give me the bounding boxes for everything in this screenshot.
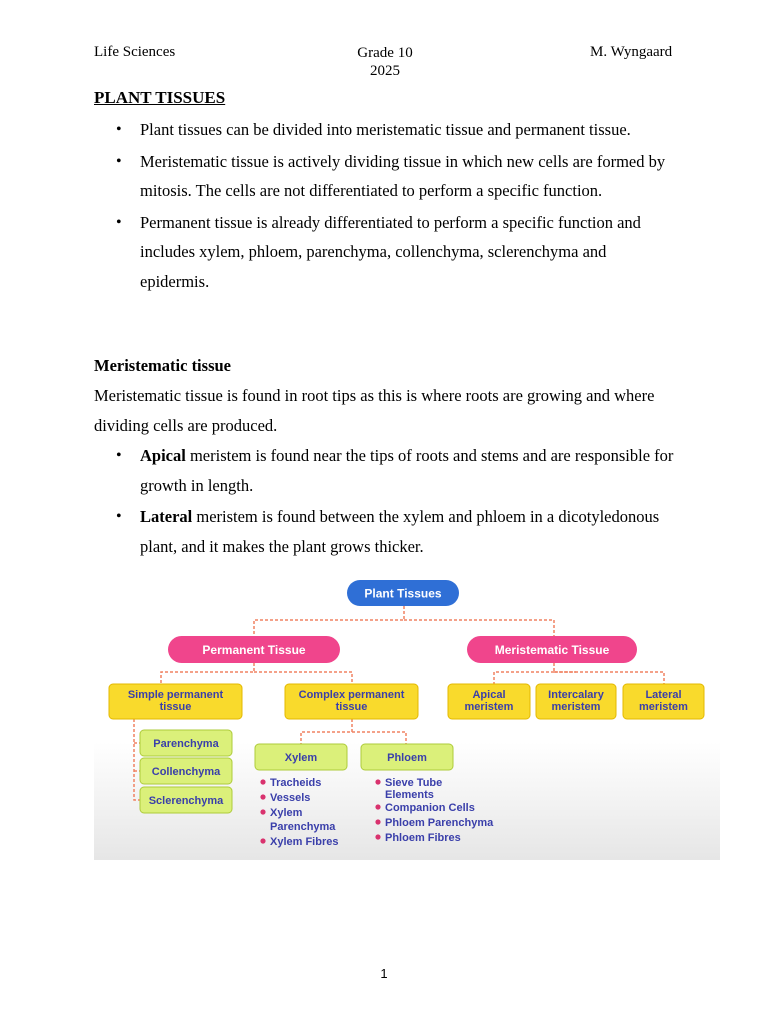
xylem-item: Vessels <box>270 792 311 804</box>
xylem-item: Xylem Fibres <box>270 836 339 848</box>
intercalary-meristem-label: meristem <box>551 701 601 713</box>
meristem-bullet <box>94 502 674 561</box>
header-grade-year <box>340 44 430 80</box>
intro-bullet: • Permanent tissue is already differentiated to perform a specific function and includes xylem, phloem, parenchyma, collenchyma, sclerenchyma and epidermis. <box>94 208 674 297</box>
section-heading: Meristematic tissue <box>94 356 231 375</box>
meristem-desc: meristem is found near the tips of roots and stems and are responsible for growth in length. <box>140 446 674 495</box>
parenchyma-label: Parenchyma <box>153 738 219 750</box>
intercalary-meristem-label: Intercalary <box>548 689 604 701</box>
collenchyma-label: Collenchyma <box>151 766 221 778</box>
plant-tissues-diagram <box>94 566 720 860</box>
bullet-dot <box>375 834 380 839</box>
permanent-tissue-label: Permanent Tissue <box>202 643 306 657</box>
phloem-label: Phloem <box>387 752 427 764</box>
lateral-meristem-label: Lateral <box>645 689 682 701</box>
apical-meristem-label: Apical <box>472 689 506 701</box>
meristem-bullet-list <box>94 441 674 563</box>
phloem-item: Elements <box>385 789 434 801</box>
meristematic-tissue-label: Meristematic Tissue <box>494 643 610 657</box>
bullet-dot <box>260 838 265 843</box>
header-grade: Grade 10 <box>357 45 413 61</box>
page-number: 1 <box>380 966 388 981</box>
bullet-dot <box>375 779 380 784</box>
meristem-desc: meristem is found between the xylem and phloem in a dicotyledonous plant, and it makes the plant grows thicker. <box>140 507 660 556</box>
header-subject: Life Sciences <box>94 44 176 60</box>
plant-tissues-label: Plant Tissues <box>364 586 442 601</box>
phloem-item: Phloem Parenchyma <box>385 817 494 829</box>
bullet-dot <box>260 809 265 814</box>
xylem-item: Parenchyma <box>270 821 336 833</box>
xylem-item: Tracheids <box>270 777 322 789</box>
intro-bullet: • Plant tissues can be divided into meristematic tissue and permanent tissue. <box>94 115 674 145</box>
intro-bullet: • Meristematic tissue is actively dividing tissue in which new cells are formed by mitosis. The cells are not differentiated to perform a specific function. <box>94 147 674 206</box>
phloem-item: Phloem Fibres <box>385 832 461 844</box>
apical-meristem-label: meristem <box>464 701 514 713</box>
phloem-item: Companion Cells <box>385 802 475 814</box>
lateral-meristem-label: meristem <box>639 701 688 713</box>
simple-permanent-label: tissue <box>159 701 192 713</box>
bullet-dot <box>375 804 380 809</box>
header-author: M. Wyngaard <box>590 44 673 60</box>
meristem-bullet <box>94 441 674 500</box>
diagram-svg <box>94 566 720 860</box>
sclerenchyma-label: Sclerenchyma <box>148 795 224 807</box>
header-year: 2025 <box>370 63 400 79</box>
simple-permanent-label: Simple permanent <box>127 689 224 701</box>
xylem-label: Xylem <box>284 752 318 764</box>
bullet-dot <box>260 779 265 784</box>
section-paragraph: Meristematic tissue is found in root tips as this is where roots are growing and where dividing cells are produced. <box>94 386 655 435</box>
complex-permanent-label: Complex permanent <box>298 689 405 701</box>
phloem-item: Sieve Tube <box>385 777 443 789</box>
bullet-dot <box>260 794 265 799</box>
meristem-term: Apical <box>140 446 186 465</box>
page-title: PLANT TISSUES <box>94 88 226 107</box>
meristem-term: Lateral <box>140 507 193 526</box>
xylem-item: Xylem <box>270 807 303 819</box>
complex-permanent-label: tissue <box>335 701 368 713</box>
bullet-dot <box>375 819 380 824</box>
intro-bullet-list <box>94 115 674 298</box>
